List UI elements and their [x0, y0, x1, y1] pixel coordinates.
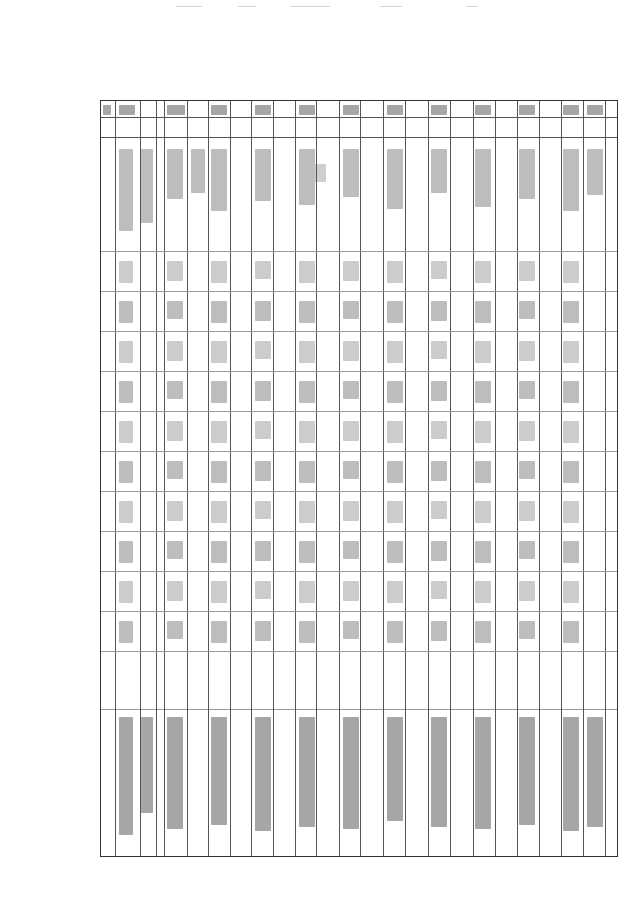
column-divider — [230, 101, 231, 856]
cell-text-block — [255, 149, 271, 201]
header-text-block — [519, 105, 535, 115]
cell-text-block — [475, 541, 491, 563]
cell-text-block — [167, 301, 183, 319]
cell-text-block — [563, 261, 579, 283]
row-divider — [101, 531, 617, 532]
cell-text-block — [519, 149, 535, 199]
cell-text-block — [167, 381, 183, 399]
cell-text-block — [119, 341, 133, 363]
header-text-block — [211, 105, 227, 115]
header-text-block — [587, 105, 603, 115]
column-divider — [316, 101, 317, 856]
cell-text-block — [343, 541, 359, 559]
cell-text-block — [299, 261, 315, 283]
cell-text-block — [563, 149, 579, 211]
cell-text-block — [343, 381, 359, 399]
cell-text-block — [211, 541, 227, 563]
cell-text-block — [255, 301, 271, 321]
row-divider — [101, 451, 617, 452]
cell-text-block — [563, 621, 579, 643]
row-divider — [101, 571, 617, 572]
address-text-block — [563, 717, 579, 831]
column-divider — [450, 101, 451, 856]
cell-text-block — [519, 261, 535, 281]
column-divider — [405, 101, 406, 856]
cell-text-block — [387, 501, 403, 523]
cell-text-block — [431, 621, 447, 641]
cell-text-block — [299, 621, 315, 643]
rotated-table — [100, 100, 618, 857]
column-divider — [339, 101, 340, 856]
cell-text-block — [343, 341, 359, 361]
cell-text-block — [475, 261, 491, 283]
cell-text-block — [211, 621, 227, 643]
cell-text-block — [255, 421, 271, 439]
cell-text-block — [431, 301, 447, 321]
column-divider — [360, 101, 361, 856]
cell-text-block — [211, 341, 227, 363]
column-divider — [251, 101, 252, 856]
cell-text-block — [167, 581, 183, 601]
cell-text-block — [299, 581, 315, 603]
row-divider — [101, 291, 617, 292]
column-divider — [295, 101, 296, 856]
cell-text-block — [387, 541, 403, 563]
address-text-block — [343, 717, 359, 829]
cell-text-block — [519, 581, 535, 601]
cell-text-block — [299, 421, 315, 443]
column-divider — [473, 101, 474, 856]
cell-text-block — [255, 341, 271, 359]
header-text-block — [343, 105, 359, 115]
cell-text-block — [563, 301, 579, 323]
cell-text-block — [299, 501, 315, 523]
cell-text-block — [299, 381, 315, 403]
cell-text-block — [387, 421, 403, 443]
address-text-block — [119, 717, 133, 835]
cell-text-block — [431, 261, 447, 279]
address-text-block — [431, 717, 447, 827]
cell-text-block — [119, 541, 133, 563]
cell-text-block — [475, 341, 491, 363]
cell-text-block — [431, 581, 447, 599]
cell-text-block — [255, 541, 271, 561]
address-text-block — [255, 717, 271, 831]
cell-text-block — [343, 621, 359, 639]
cell-text-block — [119, 421, 133, 443]
cell-text-block — [119, 501, 133, 523]
cell-text-block — [119, 301, 133, 323]
cell-text-block — [519, 301, 535, 319]
cell-text-block — [387, 149, 403, 209]
cell-text-block — [475, 301, 491, 323]
address-text-block — [387, 717, 403, 821]
address-text-block — [475, 717, 491, 829]
cell-text-block — [255, 261, 271, 279]
cell-text-block — [563, 461, 579, 483]
row-divider — [101, 371, 617, 372]
cell-text-block — [299, 149, 315, 205]
cell-text-block — [255, 501, 271, 519]
cell-text-block — [563, 381, 579, 403]
cell-text-block — [387, 381, 403, 403]
column-divider — [187, 101, 188, 856]
cell-text-block — [211, 381, 227, 403]
cell-text-block — [119, 381, 133, 403]
cell-text-block — [387, 341, 403, 363]
cell-text-block — [519, 461, 535, 479]
scan-speck — [380, 6, 402, 7]
address-text-block — [167, 717, 183, 829]
header-text-block — [167, 105, 185, 115]
column-divider — [208, 101, 209, 856]
column-divider — [428, 101, 429, 856]
cell-text-block — [431, 461, 447, 481]
address-text-block — [587, 717, 603, 827]
cell-text-block — [167, 261, 183, 281]
column-divider — [383, 101, 384, 856]
address-text-block — [519, 717, 535, 825]
header-text-block — [103, 105, 111, 115]
cell-text-block — [475, 501, 491, 523]
cell-text-block — [211, 149, 227, 211]
column-divider — [273, 101, 274, 856]
cell-text-block — [387, 621, 403, 643]
cell-text-block — [563, 541, 579, 563]
cell-text-block — [167, 541, 183, 559]
cell-text-block — [343, 261, 359, 281]
row-divider — [101, 331, 617, 332]
address-text-block — [141, 717, 153, 813]
cell-text-block — [255, 461, 271, 481]
header-text-block — [387, 105, 403, 115]
cell-text-block — [255, 621, 271, 641]
cell-text-block — [519, 341, 535, 361]
cell-text-block — [167, 341, 183, 361]
column-divider — [495, 101, 496, 856]
cell-text-block — [119, 149, 133, 231]
cell-text-block — [167, 421, 183, 441]
cell-text-block — [431, 149, 447, 193]
row-divider — [101, 491, 617, 492]
row-divider — [101, 411, 617, 412]
scan-speck — [290, 6, 330, 7]
cell-text-block — [211, 581, 227, 603]
column-divider — [164, 101, 165, 856]
cell-text-block — [343, 149, 359, 197]
cell-text-block — [343, 461, 359, 479]
cell-text-block — [475, 381, 491, 403]
header-text-block — [431, 105, 447, 115]
cell-text-block — [475, 149, 491, 207]
header-text-block — [299, 105, 315, 115]
cell-text-block — [211, 261, 227, 283]
column-divider — [517, 101, 518, 856]
cell-text-block — [119, 461, 133, 483]
cell-text-block — [563, 581, 579, 603]
column-divider — [583, 101, 584, 856]
cell-text-block — [191, 149, 205, 193]
cell-text-block — [343, 501, 359, 521]
cell-text-block — [343, 301, 359, 319]
cell-text-block — [475, 581, 491, 603]
cell-text-block — [475, 621, 491, 643]
cell-text-block — [563, 501, 579, 523]
cell-text-block — [431, 341, 447, 359]
cell-text-block — [431, 421, 447, 439]
cell-text-block — [211, 501, 227, 523]
cell-text-block — [587, 149, 603, 195]
cell-text-block — [519, 501, 535, 521]
column-divider — [156, 101, 157, 856]
cell-text-block — [431, 541, 447, 561]
scan-speck — [238, 6, 256, 7]
cell-text-block — [119, 261, 133, 283]
column-divider — [605, 101, 606, 856]
cell-text-block — [255, 581, 271, 599]
cell-text-block — [519, 541, 535, 559]
header-text-block — [119, 105, 135, 115]
cell-text-block — [255, 381, 271, 401]
header-text-block — [563, 105, 579, 115]
cell-text-block — [387, 461, 403, 483]
cell-text-block — [563, 421, 579, 443]
scan-speck — [466, 6, 478, 7]
row-divider — [101, 611, 617, 612]
cell-text-block — [475, 461, 491, 483]
address-text-block — [211, 717, 227, 825]
cell-text-block — [211, 301, 227, 323]
cell-text-block — [211, 461, 227, 483]
cell-text-block — [387, 581, 403, 603]
cell-text-block — [211, 421, 227, 443]
column-divider — [539, 101, 540, 856]
cell-text-block — [299, 301, 315, 323]
cell-text-block — [299, 461, 315, 483]
cell-text-block — [167, 621, 183, 639]
header-text-block — [475, 105, 491, 115]
cell-text-block — [519, 621, 535, 639]
cell-text-block — [119, 581, 133, 603]
cell-text-block — [475, 421, 491, 443]
cell-text-block — [431, 381, 447, 401]
row-divider — [101, 651, 617, 652]
header-text-block — [255, 105, 271, 115]
cell-text-block — [299, 341, 315, 363]
cell-text-block — [119, 621, 133, 643]
cell-text-block — [141, 149, 153, 223]
cell-text-block — [167, 149, 183, 199]
column-divider — [115, 101, 116, 856]
cell-text-block — [387, 261, 403, 283]
cell-text-block — [343, 581, 359, 601]
cell-text-block — [167, 501, 183, 521]
row-divider — [101, 251, 617, 252]
cell-text-block — [167, 461, 183, 479]
scan-speck — [176, 6, 202, 7]
cell-text-block — [299, 541, 315, 563]
address-text-block — [299, 717, 315, 827]
cell-text-block — [387, 301, 403, 323]
cell-text-block — [563, 341, 579, 363]
cell-text-block — [519, 421, 535, 441]
cell-text-block — [343, 421, 359, 441]
column-divider — [561, 101, 562, 856]
cell-text-block — [431, 501, 447, 519]
cell-text-block — [519, 381, 535, 399]
